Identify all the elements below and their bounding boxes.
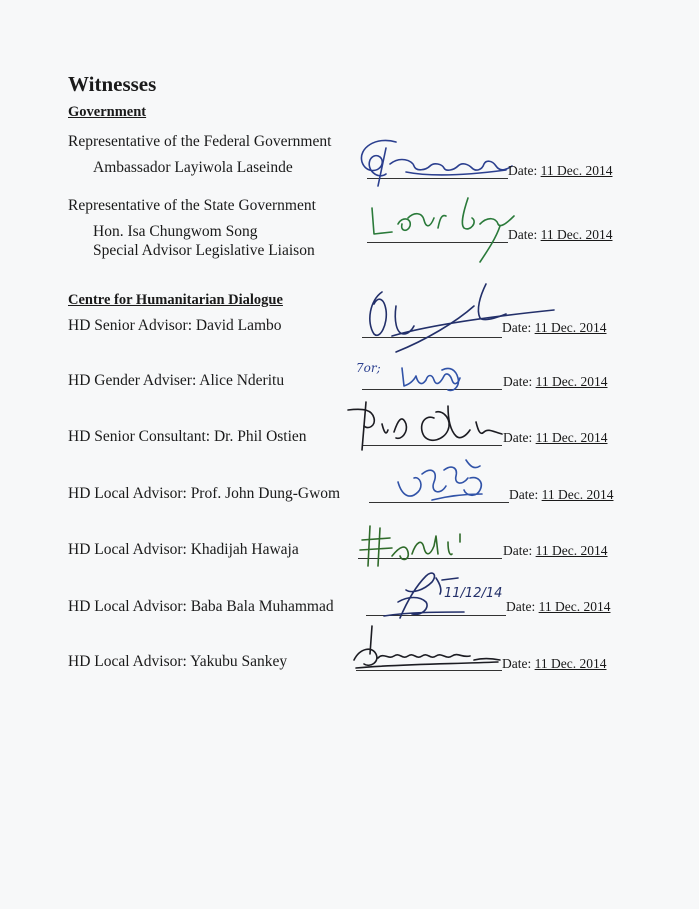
section-government: Government: [68, 104, 147, 120]
signature-state: [368, 194, 518, 264]
date-value: 11 Dec. 2014: [534, 320, 607, 335]
witness-role-hawaja: HD Local Advisor: Khadijah Hawaja: [68, 541, 299, 558]
witness-role-muhammad: HD Local Advisor: Baba Bala Muhammad: [68, 598, 334, 615]
date-label: Date:: [508, 163, 538, 178]
date-federal: [508, 163, 612, 179]
page-title: Witnesses: [68, 72, 157, 96]
signature-dung-gwom: [392, 452, 492, 510]
date-label: Date:: [502, 320, 532, 335]
date-value: 11 Dec. 2014: [535, 430, 608, 445]
signature-note-nderitu: 7or;: [356, 361, 381, 375]
date-value: 11 Dec. 2014: [534, 656, 607, 671]
signature-nderitu: [396, 360, 466, 394]
witness-name-state: Hon. Isa Chungwom Song: [93, 223, 258, 240]
date-value: 11 Dec. 2014: [538, 599, 611, 614]
witness-role-dung-gwom: HD Local Advisor: Prof. John Dung-Gwom: [68, 485, 341, 502]
date-label: Date:: [503, 543, 533, 558]
date-state: [508, 227, 612, 243]
signature-hawaja: [356, 522, 466, 572]
date-value: 11 Dec. 2014: [541, 487, 614, 502]
witness-role-sankey: HD Local Advisor: Yakubu Sankey: [68, 653, 288, 670]
date-label: Date:: [508, 227, 538, 242]
date-label: Date:: [506, 599, 536, 614]
date-lambo: [502, 320, 606, 336]
date-ostien: [503, 430, 607, 446]
date-dung-gwom: [509, 487, 613, 503]
date-label: Date:: [509, 487, 539, 502]
date-value: 11 Dec. 2014: [535, 374, 608, 389]
date-hawaja: [503, 543, 607, 559]
date-label: Date:: [503, 430, 533, 445]
date-value: 11 Dec. 2014: [535, 543, 608, 558]
witness-role-lambo: HD Senior Advisor: David Lambo: [68, 317, 282, 334]
signature-federal: [356, 134, 516, 190]
date-value: 11 Dec. 2014: [540, 163, 613, 178]
witness-role-ostien: HD Senior Consultant: Dr. Phil Ostien: [68, 428, 307, 445]
date-label: Date:: [502, 656, 532, 671]
signature-lambo: [356, 282, 556, 354]
date-nderitu: [503, 374, 607, 390]
section-hd: Centre for Humanitarian Dialogue: [68, 292, 283, 308]
signature-sankey: [350, 624, 510, 678]
witness-title-state: Special Advisor Legislative Liaison: [93, 242, 315, 259]
witness-role-state: Representative of the State Government: [68, 197, 316, 214]
date-label: Date:: [503, 374, 533, 389]
witness-role-federal: Representative of the Federal Government: [68, 133, 332, 150]
witness-role-nderitu: HD Gender Adviser: Alice Nderitu: [68, 372, 285, 389]
date-value: 11 Dec. 2014: [540, 227, 613, 242]
witness-name-federal: Ambassador Layiwola Laseinde: [93, 159, 293, 176]
signature-ostien: [344, 396, 524, 454]
date-sankey: [502, 656, 606, 672]
handwritten-date-muhammad: 11/12/14: [444, 586, 503, 601]
date-muhammad: [506, 599, 610, 615]
